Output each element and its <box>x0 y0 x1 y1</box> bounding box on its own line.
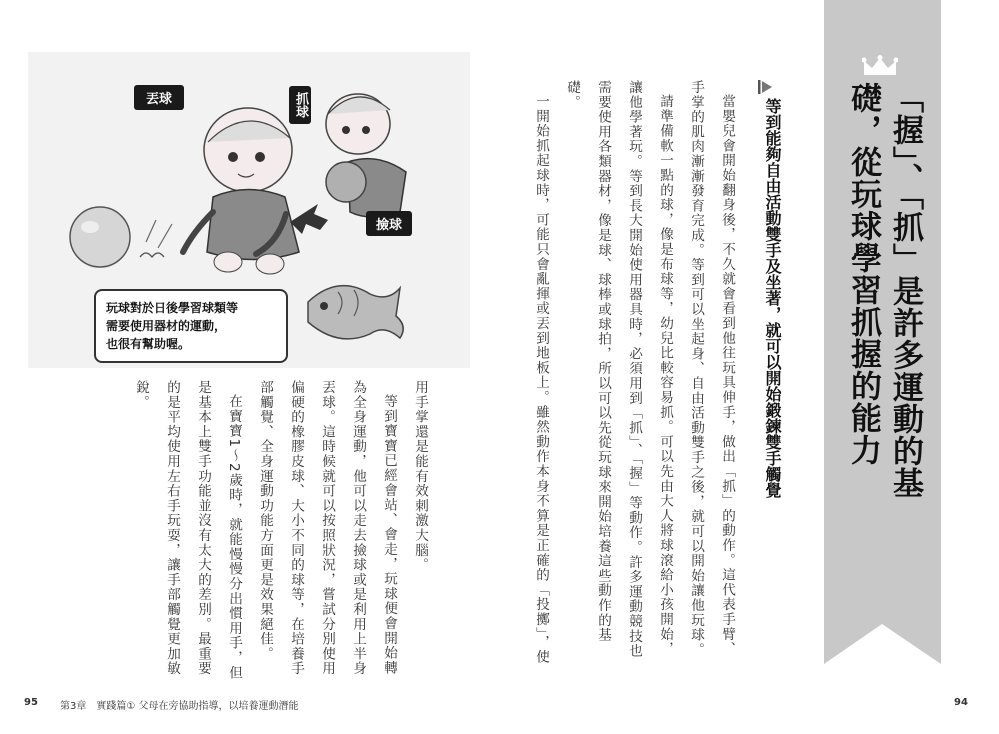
section-subtitle: 等到能夠自由活動雙手及坐著，就可以開始鍛鍊雙手觸覺 <box>763 98 782 498</box>
paragraph: 用手掌還是能有效刺激大腦。 <box>412 380 428 573</box>
page-title: 「握」、「抓」是許多運動的基礎，從玩球學習抓握的能力 <box>845 82 923 499</box>
ball-icon <box>326 162 366 202</box>
paragraph: 請準備軟一點的球，像是布球等，幼兒比較容易抓。可以先由大人將球滾給小孩開始，讓他學著玩。等到長大開始使用器具時，必須用到「抓」、「握」等動作。許多運動競技也需要使用各類器材，像是球、球棒或球拍，所以可以先從玩球來開始培養這些動作的基礎。 <box>564 80 673 659</box>
page-number-right: 94 <box>954 697 968 708</box>
label-pick-up: 撿球 <box>366 211 412 236</box>
speech-bubble-line: 玩球對於日後學習球類等 <box>106 301 239 315</box>
page-number-left: 95 <box>24 697 38 708</box>
label-catch: 抓球 <box>289 86 311 124</box>
paragraph: 在寶寶1～2歲時，就能慢慢分出慣用手，但是基本上雙手功能並沒有太大的差別。最重要的是平均使用左右手玩耍，讓手部觸覺更加敏銳。 <box>133 380 242 680</box>
ball-icon <box>70 207 130 267</box>
body-text-bottom <box>115 380 435 680</box>
label-throw: 丟球 <box>134 85 184 110</box>
crown-icon <box>862 55 898 81</box>
paragraph: 一開始抓起球時，可能只會亂揮或丟到地板上。雖然動作本身不算是正確的「投擲」，使 <box>533 93 549 664</box>
speech-bubble-line: 需要使用器材的運動， <box>106 319 227 333</box>
chapter-footer: 第3章 實踐篇① 父母在旁協助指導，以培養運動潛能 <box>60 701 299 712</box>
speech-bubble-line: 也很有幫助喔。 <box>106 337 191 351</box>
arrow-marker-icon <box>756 78 774 100</box>
speech-bubble <box>94 289 288 363</box>
paragraph: 等到寶寶已經會站、會走，玩球便會開始轉為全身運動，他可以走去撿球或是利用上半身丟球。這時候就可以按照狀況，嘗試分別使用偏硬的橡膠皮球、大小不同的球等，在培養手部觸覺、全身運動功能方面更是效果絕佳。 <box>257 380 397 676</box>
paragraph: 當嬰兒會開始翻身後，不久就會看到他往玩具伸手，做出「抓」的動作。這代表手臂、手掌的肌肉漸漸發育完成。等到可以坐起身、自由活動雙手之後，就可以開始讓他玩球。 <box>688 80 735 658</box>
body-text-top <box>533 80 742 670</box>
